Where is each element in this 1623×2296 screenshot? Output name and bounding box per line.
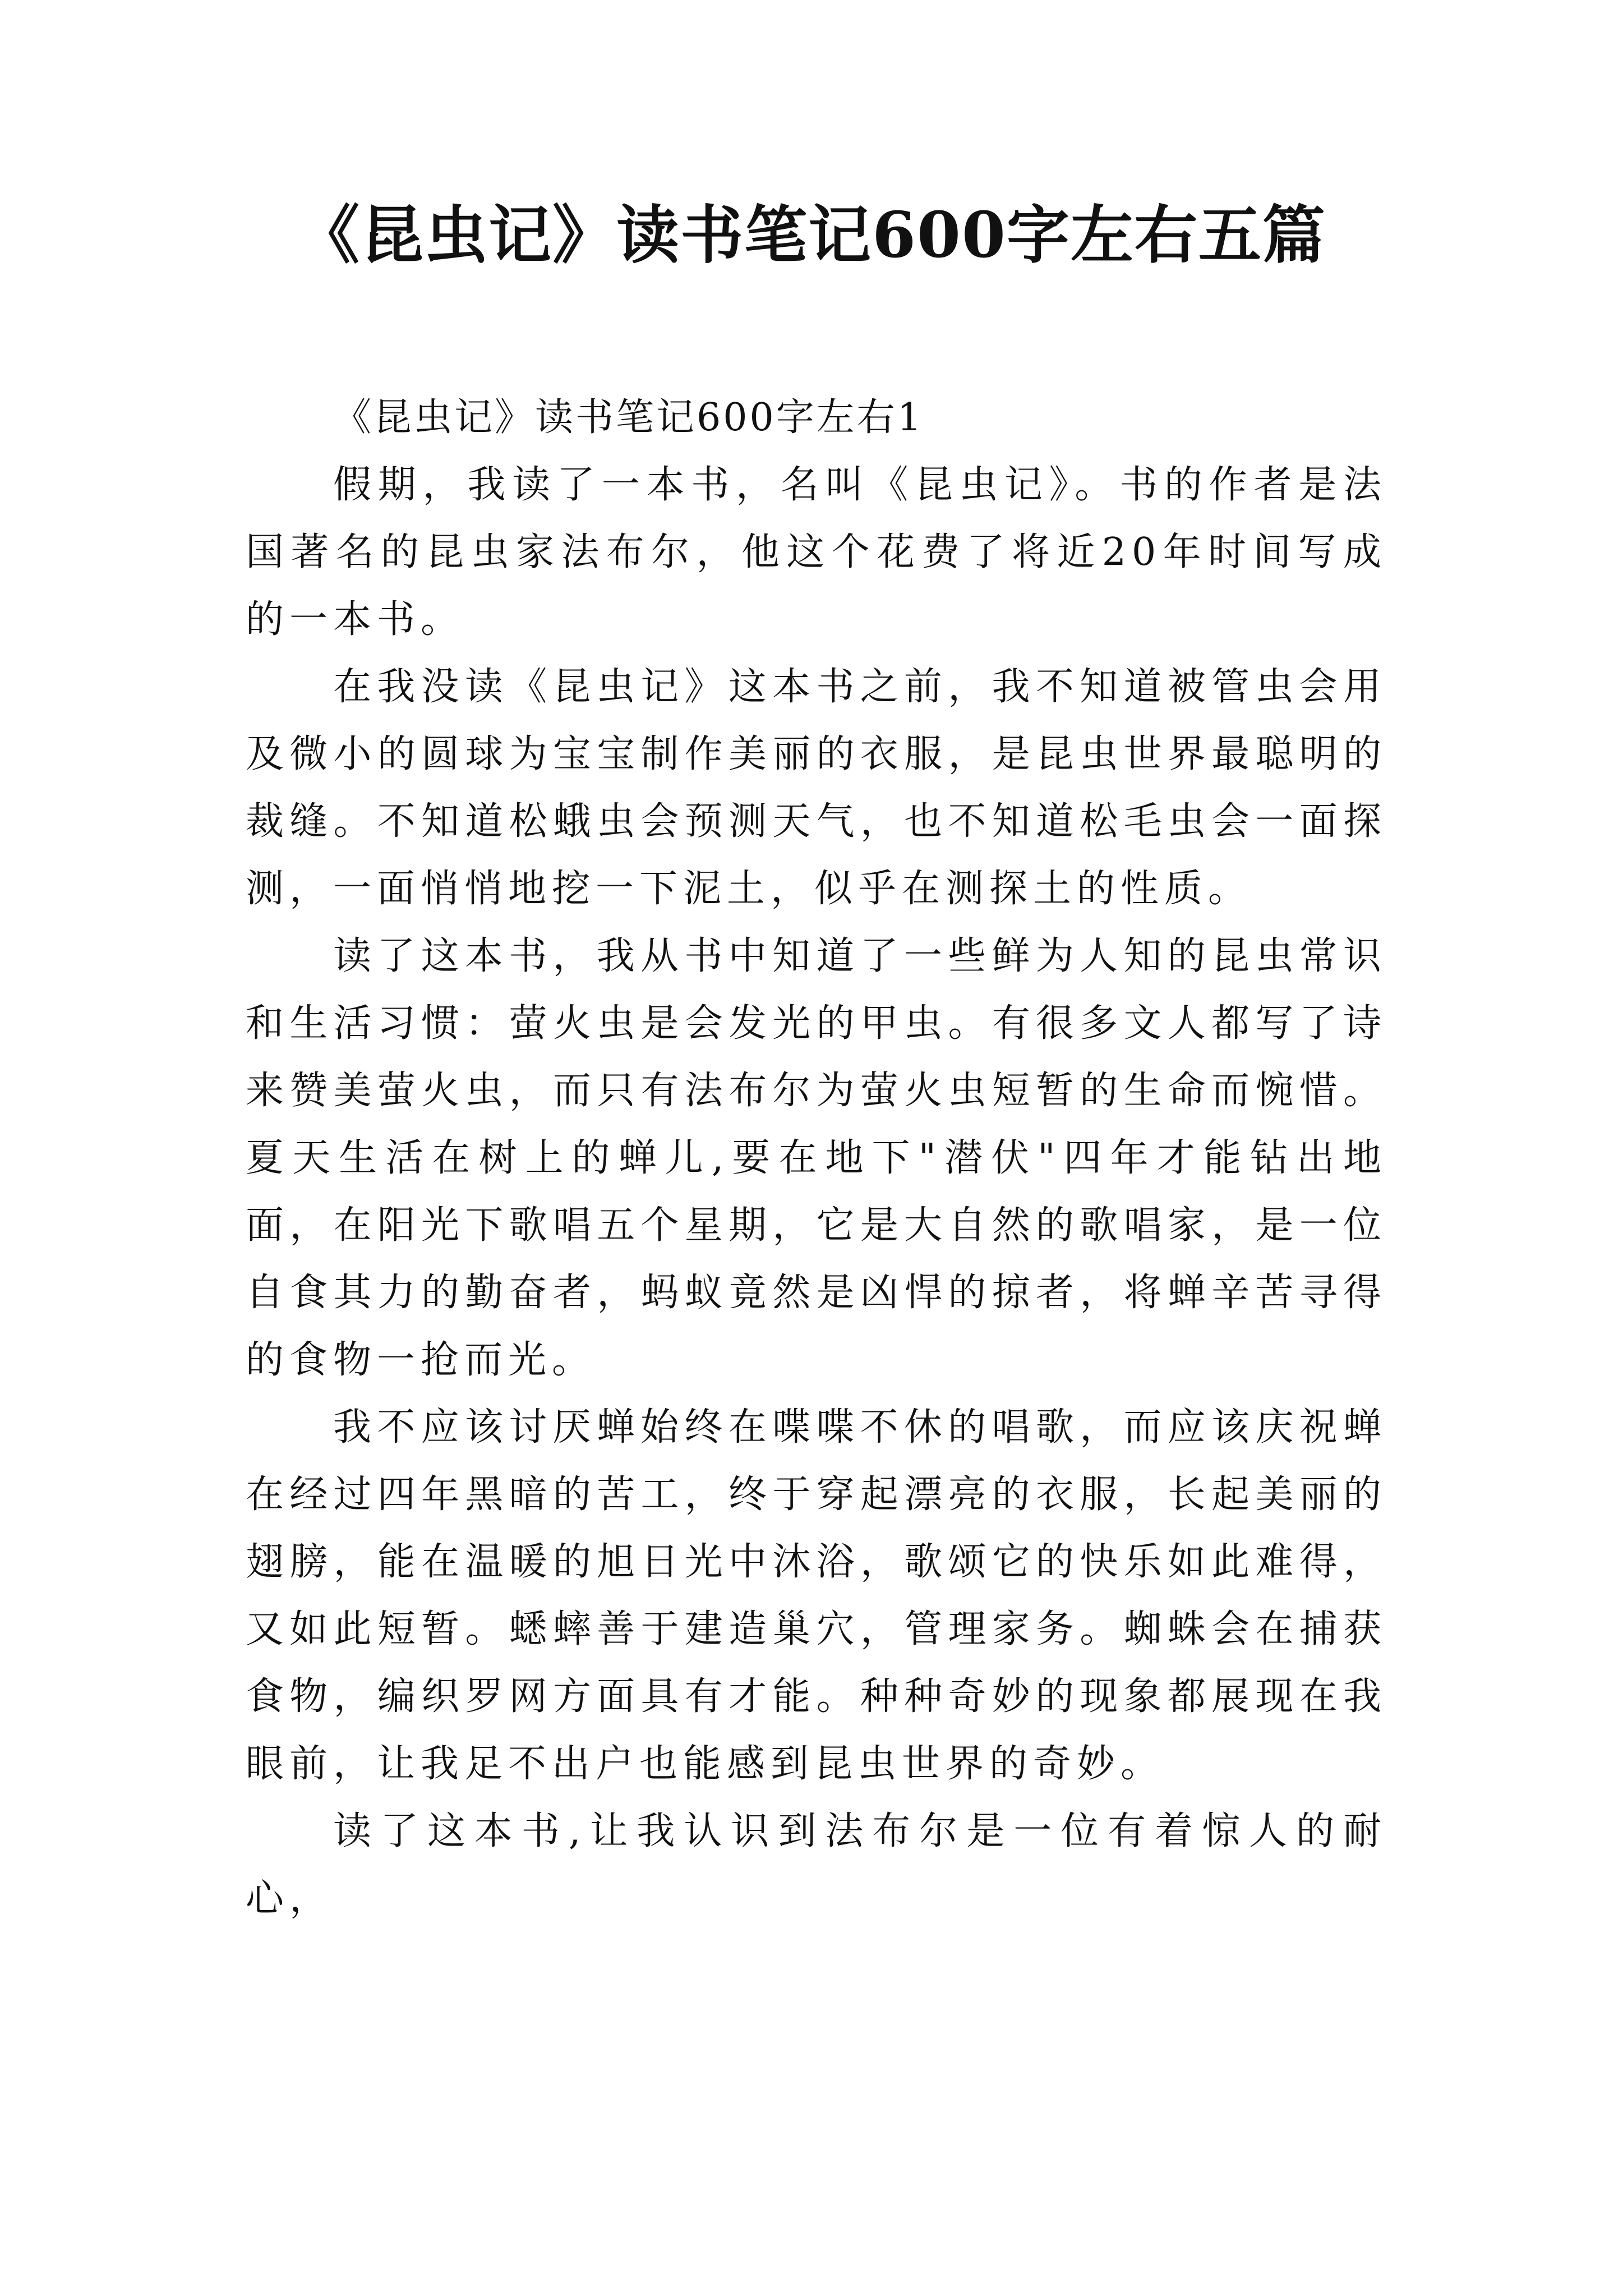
document-title: 《昆虫记》读书笔记600字左右五篇 bbox=[297, 199, 1326, 272]
section-heading: 《昆虫记》读书笔记600字左右1 bbox=[333, 395, 924, 440]
paragraph-4: 我不应该讨厌蝉始终在喋喋不休的唱歌，而应该庆祝蝉在经过四年黑暗的苦工，终于穿起漂亮的衣服，长起美丽的翅膀，能在温暖的旭日光中沐浴，歌颂它的快乐如此难得，又如此短暂。蟋蟀善于建造巢穴，管理家务。蜘蛛会在捕获食物，编织罗网方面具有才能。种种奇妙的现象都展现在我眼前，让我足不出户也能感到昆虫世界的奇妙。 bbox=[246, 1405, 1387, 1786]
document-body bbox=[246, 384, 1387, 1932]
paragraph-1: 假期，我读了一本书，名叫《昆虫记》。书的作者是法国著名的昆虫家法布尔，他这个花费了将近20年时间写成的一本书。 bbox=[246, 463, 1387, 642]
paragraph-3: 读了这本书，我从书中知道了一些鲜为人知的昆虫常识和生活习惯：萤火虫是会发光的甲虫。有很多文人都写了诗来赞美萤火虫，而只有法布尔为萤火虫短暂的生命而惋惜。夏天生活在树上的蝉儿,要在地下"潜伏"四年才能钻出地面，在阳光下歌唱五个星期，它是大自然的歌唱家，是一位自食其力的勤奋者，蚂蚁竟然是凶悍的掠者，将蝉辛苦寻得的食物一抢而光。 bbox=[246, 934, 1387, 1382]
paragraph-5: 读了这本书,让我认识到法布尔是一位有着惊人的耐心， bbox=[246, 1809, 1387, 1921]
paragraph-2: 在我没读《昆虫记》这本书之前，我不知道被管虫会用及微小的圆球为宝宝制作美丽的衣服，是昆虫世界最聪明的裁缝。不知道松蛾虫会预测天气，也不知道松毛虫会一面探测，一面悄悄地挖一下泥土，似乎在测探土的性质。 bbox=[246, 665, 1387, 911]
